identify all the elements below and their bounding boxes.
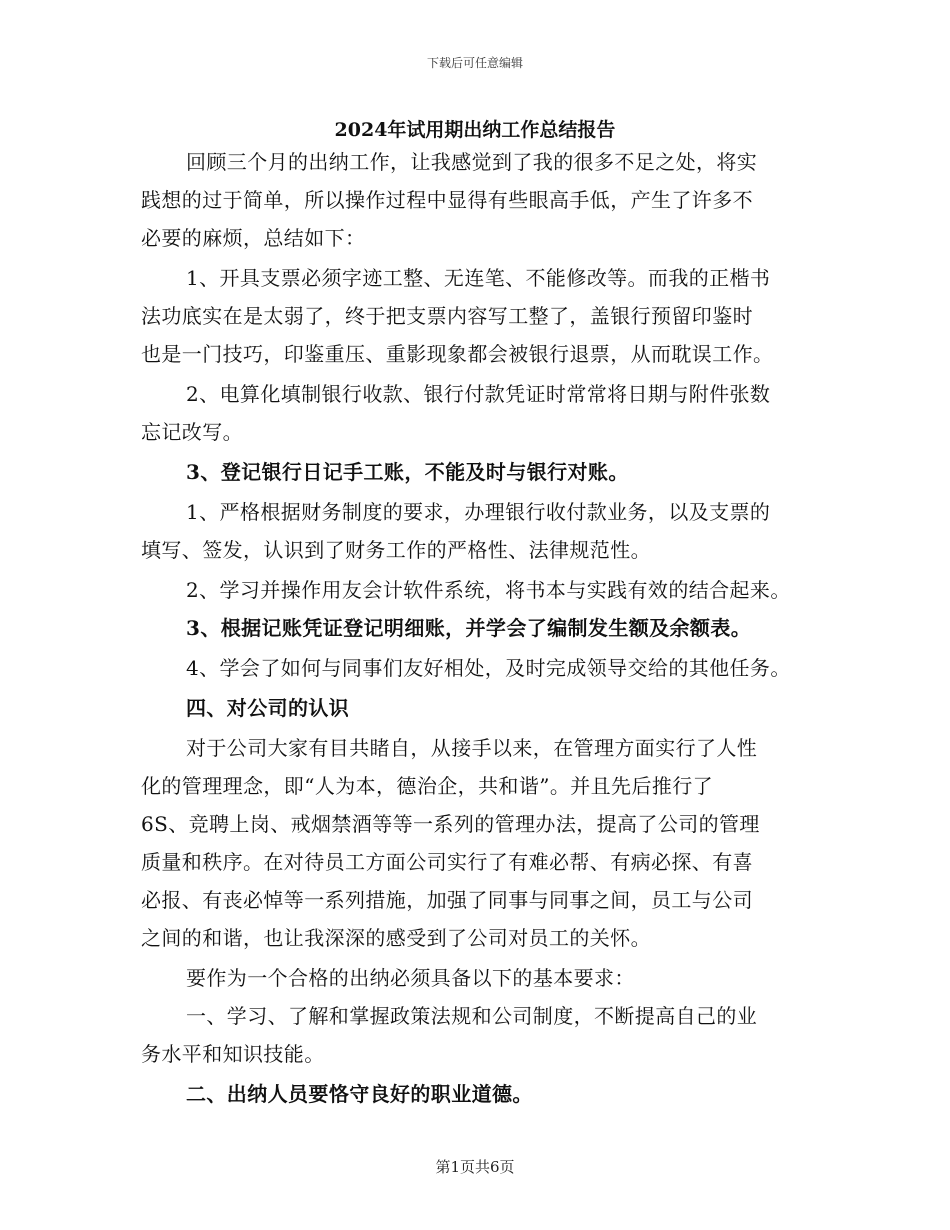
paragraph-line: 法功底实在是太弱了，终于把支票内容写工整了，盖银行预留印鉴时 — [141, 304, 753, 328]
section-heading: 二、出纳人员要恪守良好的职业道德。 — [186, 1082, 533, 1106]
paragraph-line: 2、电算化填制银行收款、银行付款凭证时常常将日期与附件张数 — [186, 382, 771, 406]
paragraph-line: 4、学会了如何与同事们友好相处，及时完成领导交给的其他任务。 — [186, 656, 791, 680]
section-heading: 四、对公司的认识 — [186, 696, 350, 720]
paragraph-line: 1、严格根据财务制度的要求，办理银行收付款业务，以及支票的 — [186, 500, 771, 524]
paragraph-line: 务水平和知识技能。 — [141, 1042, 325, 1066]
paragraph-line: 忘记改写。 — [141, 420, 243, 444]
paragraph-line: 必要的麻烦，总结如下： — [141, 226, 366, 250]
paragraph-line: 践想的过于简单，所以操作过程中显得有些眼高手低，产生了许多不 — [141, 188, 753, 212]
paragraph-line: 质量和秩序。在对待员工方面公司实行了有难必帮、有病必探、有喜 — [141, 850, 753, 874]
paragraph-line: 必报、有丧必悼等一系列措施，加强了同事与同事之间，员工与公司 — [141, 888, 753, 912]
paragraph-line: 回顾三个月的出纳工作，让我感觉到了我的很多不足之处，将实 — [186, 150, 758, 174]
paragraph-line: 化的管理理念，即“人为本，德治企，共和谐”。并且先后推行了 — [141, 774, 714, 798]
paragraph-line: 之间的和谐，也让我深深的感受到了公司对员工的关怀。 — [141, 926, 651, 950]
paragraph-line: 1、开具支票必须字迹工整、无连笔、不能修改等。而我的正楷书 — [186, 266, 771, 290]
paragraph-line: 6S、竞聘上岗、戒烟禁酒等等一系列的管理办法，提高了公司的管理 — [141, 812, 760, 836]
section-heading: 3、登记银行日记手工账，不能及时与银行对账。 — [186, 460, 629, 484]
paragraph-line: 填写、签发，认识到了财务工作的严格性、法律规范性。 — [141, 538, 651, 562]
document-title: 2024年试用期出纳工作总结报告 — [334, 119, 616, 141]
paragraph-line: 2、学习并操作用友会计软件系统，将书本与实践有效的结合起来。 — [186, 578, 791, 602]
paragraph-line: 也是一门技巧，印鉴重压、重影现象都会被银行退票，从而耽误工作。 — [141, 342, 774, 366]
paragraph-line: 要作为一个合格的出纳必须具备以下的基本要求： — [186, 966, 635, 990]
section-heading: 3、根据记账凭证登记明细账，并学会了编制发生额及余额表。 — [186, 616, 752, 640]
paragraph-line: 一、学习、了解和掌握政策法规和公司制度，不断提高自己的业 — [186, 1004, 758, 1028]
header-note: 下载后可任意编辑 — [426, 56, 523, 70]
page-number: 第1页共6页 — [435, 1158, 515, 1176]
paragraph-line: 对于公司大家有目共睹自，从接手以来，在管理方面实行了人性 — [186, 736, 758, 760]
